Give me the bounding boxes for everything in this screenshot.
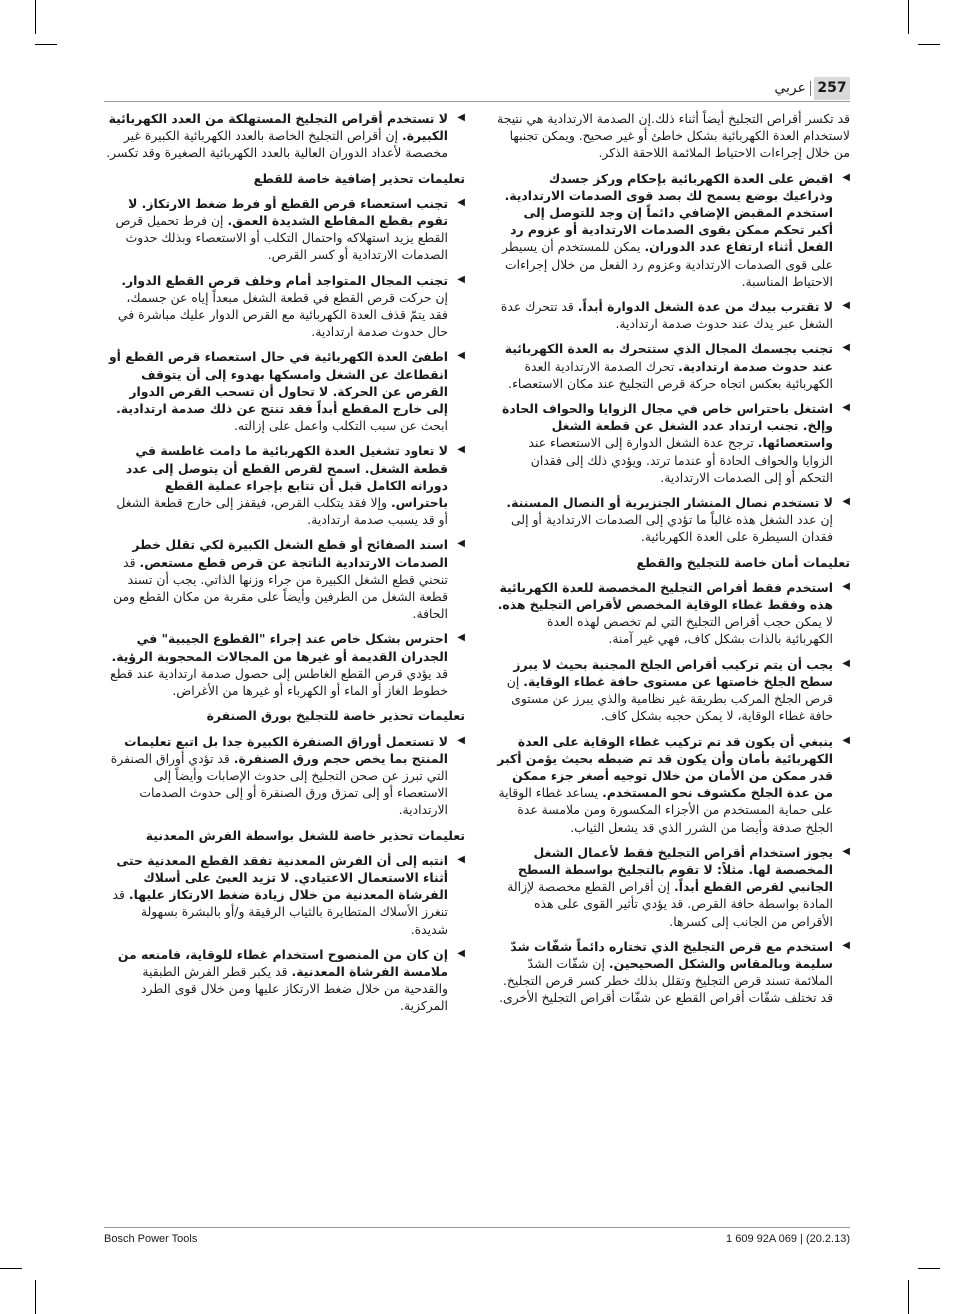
warning-item [496,844,850,930]
crop-mark [918,1268,940,1269]
warning-item [106,733,465,819]
warning-explanation: قد تنغرز الأسلاك المتطايرة بالثياب الرقيقة و/أو بالبشرة بسهولة شديدة. [112,887,448,937]
warning-bold-text: لا تستخدم أقراص التجليخ المستهلكة من العدد الكهربائية الكبيرة. [108,111,448,144]
warning-explanation: قد تنحني قطع الشغل الكبيرة من جراء وزنها الذاتي. يجب أن تسند قطعة الشغل من الطرفين وأيضاً على مقربة من مكان القطع ومن الحافة. [113,554,448,622]
header-separator [810,81,811,96]
warning-explanation: إن قرص الجلخ المركب بطريقة غير نظامية والذي يبرز عن مستوى حافة غطاء الوقاية، لا يمكن حجبه بشكل كاف. [506,673,833,724]
bullet-list [106,110,465,162]
section-heading: تعليمات تحذير خاصة للتجليخ بورق الصنفرة [206,708,465,724]
bullet-list [496,579,850,1007]
crop-mark [908,0,909,34]
triangle-bullet-icon: ◀ [842,580,850,592]
warning-item [106,195,465,264]
warning-explanation: إن حركت قرص القطع في قطعة الشغل مبعداً إياه عن جسمك، فقد يتمّ قذف العدة الكهربائية مع القرص الدوار عليك مباشرة في حال حدوث صدمة ارتدادية. [117,289,448,340]
warning-explanation: لا يمكن حجب أقراص التجليخ التي لم تخصص لهذه العدة الكهربائية بالذات بشكل كاف، فهي غير آمنة. [547,614,833,647]
warning-bold-text: إن كان من المنصوح استخدام غطاء للوقاية، فامنعه من ملامسة الفرشاة المعدنية. [117,946,448,979]
triangle-bullet-icon: ◀ [842,342,850,354]
warning-explanation: قد يكبر قطر الفرش الطبقية والقدحية من خلال ضغط الارتكاز عليها ومن خلال قوى الطرد المركزية. [141,963,448,1014]
warning-item [106,946,465,1015]
warning-explanation: وإلا فقد يتكلب القرص، فيقفز إلى خارج قطعة الشغل أو قد يسبب صدمة ارتدادية. [116,495,448,528]
warning-explanation: يساعد غطاء الوقاية على حماية المستخدم من الأجزاء المكسورة ومن ملامسة عدة الجلخ صدفة وأيضا من الشرر الذي قد يشعل الثياب. [498,785,833,835]
warning-bold-text: ينبغي أن يكون قد تم تركيب غطاء الوقاية على العدة الكهربائية بأمان وأن يكون قد تم ضبطه بحيث يؤمن أكبر قدر ممكن من الأمان من خلال توجيه أصغر جزء ممكن من عدة الجلخ مكشوف نحو المستخدم. [497,733,833,801]
warning-item [496,494,850,546]
warning-bold-text: لا تقترب بيدك من عدة الشغل الدوارة أبداً. [577,299,833,315]
warning-explanation: ابحث عن سبب التكلب واعمل على إزالته. [233,418,448,434]
warning-bold-text: تجنب استعصاء قرص القطع أو فرط ضغط الارتكاز. لا تقوم بقطع المقاطع الشديدة العمق. [128,195,448,229]
footer-brand: Bosch Power Tools [104,1233,198,1245]
warning-item [496,579,850,648]
triangle-bullet-icon: ◀ [842,734,850,746]
footer-doc-number: 1 609 92A 069 | (20.2.13) [726,1233,850,1245]
warning-item [106,348,465,434]
warning-explanation: يمكن للمستخدم أن يسيطر على قوى الصدمات الارتدادية وعزوم رد الفعل من خلال إجراءات الاحتياط المناسبة. [502,239,833,289]
warning-bold-text: لا تستخدم نصال المنشار الجنزيرية أو النصال المسننة. [506,495,833,511]
bullet-list [106,195,465,699]
triangle-bullet-icon: ◀ [457,632,465,644]
warning-item [106,536,465,622]
warning-explanation: إن أقراص التجليخ الخاصة بالعدد الكهربائية الكبيرة غير مخصصة لأعداد الدوران العالية بالعدد الكهربائية الصغيرة وقد تكسر. [106,128,448,161]
warning-item [496,340,850,392]
warning-bold-text: تجنب المجال المتواجد أمام وخلف قرص القطع الدوار. [121,272,448,288]
triangle-bullet-icon: ◀ [457,947,465,959]
warning-bold-text: اقبض على العدة الكهربائية بإحكام وركز جسدك وذراعيك بوضع يسمح لك بصد قوى الصدمات الارتدادية. استخدم المقبض الإضافي دائماً إن وجد للتوصل إلى أكبر تحكم ممكن بقوى الصدمات الارتدادية أو عزوم رد الفعل أثناء ارتفاع عدد الدوران. [504,170,833,255]
warning-bold-text: لا تعاود تشغيل العدة الكهربائية ما دامت غاطسة في قطعة الشغل. اسمح لقرص القطع أن يتوصل إلى عدد دورانه الكامل قبل أن تتابع بإجراء عملية القطع باحتراس. [125,443,448,511]
warning-bold-text: اسند الصفائح أو قطع الشغل الكبيرة لكي تقلل خطر الصدمات الارتدادية الناتجة عن قرص قطع مستعص. [132,537,448,570]
warning-item [496,400,850,486]
warning-item [106,852,465,938]
warning-bold-text: استخدم فقط أقراص التجليخ المخصصة للعدة الكهربائية هذه وفقط غطاء الوقاية المخصص لأقراص التجليخ هذه. [497,579,833,613]
warning-bold-text: احترس بشكل خاص عند إجراء "القطوع الجيبية" في الجدران القديمة أو غيرها من المجالات المحجوبة الرؤية. [111,631,448,664]
warning-bold-text: يجب أن يتم تركيب أقراص الجلخ المجنبة بحيث لا يبرز سطح الجلخ خاصتها عن مستوى حافة غطاء الوقاية. [513,656,833,689]
warning-explanation: إن شفّات الشدّ الملائمة تسند قرص التجليخ وتقلل بذلك خطر كسر قرص التجليخ. قد تختلف شفّات أقراص القطع عن شفّات أقراص التجليخ الأخرى. [499,955,833,1006]
crop-mark [35,0,36,34]
triangle-bullet-icon: ◀ [457,734,465,746]
intro-paragraph: قد تكسر أقراص التجليخ أيضاً أثناء ذلك.إن الصدمة الارتدادية هي نتيجة لاستخدام العدة الكهربائية بشكل خاطئ أو غير صحيح. ويمكن تجنبها من خلال إجراءات الاحتياط الملائمة اللاحقة الذكر. [497,111,850,161]
triangle-bullet-icon: ◀ [457,196,465,208]
crop-mark [35,1280,36,1314]
right-column [496,110,850,1015]
triangle-bullet-icon: ◀ [457,853,465,865]
warning-item [496,656,850,725]
warning-explanation: إن عدد الشغل هذه غالباً ما تؤدي إلى الصدمات الارتدادية أو إلى فقدان السيطرة على العدة الكهربائية. [510,512,833,545]
warning-explanation: إن أقراص القطع مخصصة لإزالة المادة بواسطة حافة القرص. قد يؤدي تأثير القوى على هذه الأقراص من الجانب إلى كسرها. [507,879,833,929]
triangle-bullet-icon: ◀ [457,350,465,362]
triangle-bullet-icon: ◀ [842,657,850,669]
warning-explanation: ترجح عدة الشغل الدوارة إلى الاستعصاء عند الزوايا والحواف الحادة أو عندما ترتد. ويؤدي ذلك إلى فقدان التحكم أو إلى الصدمات الارتدادية. [528,435,833,485]
triangle-bullet-icon: ◀ [457,112,465,123]
warning-bold-text: تجنب بجسمك المجال الذي ستتحرك به العدة الكهربائية عند حدوث صدمة ارتدادية. [504,341,833,374]
warning-item [496,938,850,1007]
bullet-list [106,852,465,1015]
crop-mark [35,44,57,45]
language-label: عربي [774,80,806,96]
warning-item [106,442,465,528]
warning-explanation: قد تؤدي أوراق الصنفرة التي تبرز عن صحن التجليخ إلى حدوث الإصابات وأيضاً إلى الاستعصاء أو إلى تمزق ورق الصنفرة أو إلى حدوث الصدمات الارتدادية. [110,750,448,818]
bullet-list [106,733,465,819]
warning-item [496,733,850,836]
warning-item [106,272,465,341]
warning-bold-text: يجوز استخدام أقراص التجليخ فقط لأعمال الشغل المخصصة لها. مثلاً: لا تقوم بالتجليخ بواسطة السطح الجانبي لقرص القطع أبداً. [517,844,833,895]
triangle-bullet-icon: ◀ [842,300,850,312]
triangle-bullet-icon: ◀ [842,402,850,414]
crop-mark [0,1268,22,1269]
crop-mark [918,44,940,45]
warning-item [106,630,465,699]
crop-mark [908,1280,909,1314]
warning-item [496,170,850,290]
page-footer [104,1227,850,1245]
page-number: 257 [814,77,850,100]
triangle-bullet-icon: ◀ [842,939,850,951]
warning-item [496,298,850,332]
triangle-bullet-icon: ◀ [842,496,850,508]
page-header [104,77,850,102]
bullet-list [496,170,850,546]
warning-bold-text: اشتغل باحتراس خاص في مجال الزوايا والحواف الحادة وإلخ. تجنب ارتداد عدد الشغل عن قطعة الشغل واستعصائها. [502,401,833,451]
triangle-bullet-icon: ◀ [457,538,465,550]
triangle-bullet-icon: ◀ [842,845,850,857]
section-heading: تعليمات تحذير خاصة للشغل بواسطة الفرش المعدنية [145,827,465,843]
triangle-bullet-icon: ◀ [457,273,465,285]
warning-bold-text: استخدم مع قرص التجليخ الذي تختاره دائماً شفّات شدّ سليمة وبالمقاس والشكل الصحيحين. [510,938,833,971]
warning-explanation: قد يؤدي قرص القطع الغاطس إلى حصول صدمة ارتدادية عند قطع خطوط الغاز أو الماء أو الكهرباء أو غيرها من الأغراض. [110,665,448,699]
warning-item [106,110,465,162]
warning-bold-text: انتبه إلى أن الفرش المعدنية تفقد القطع المعدنية حتى أثناء الاستعمال الاعتيادي. لا تزيد العبئ على أسلاك الفرشاة المعدنية من خلال زيادة ضغط الارتكاز عليها. [116,852,448,903]
warning-explanation: تحرك الصدمة الارتدادية العدة الكهربائية بعكس اتجاه حركة قرص التجليخ عند مكان الاستعصاء. [508,358,833,391]
triangle-bullet-icon: ◀ [842,171,850,183]
left-column [106,110,465,1023]
warning-explanation: قد تتحرك عدة الشغل عبر يدك عند حدوث صدمة ارتدادية. [500,299,833,332]
warning-explanation: إن فرط تحميل قرص القطع يزيد استهلاكه واحتمال التكلب أو الاستعصاء وبذلك حدوث الصدمات الارتدادية أو كسر القرص. [115,213,448,263]
triangle-bullet-icon: ◀ [457,444,465,456]
warning-bold-text: اطفئ العدة الكهربائية في حال استعصاء قرص القطع أو انقطاعك عن الشغل وامسكها بهدوء إلى أن يتوقف القرص عن الحركة. لا تحاول أن تسحب القرص الدوار إلى خارج المقطع أبداً فقد تنتج عن ذلك صدمة ارتدادية. [108,349,448,417]
section-heading: تعليمات أمان خاصة للتجليخ والقطع [636,554,850,570]
warning-bold-text: لا تستعمل أوراق الصنفرة الكبيرة جدا بل اتبع تعليمات المنتج بما يخص حجم ورق الصنفرة. [124,733,448,766]
section-heading: تعليمات تحذير إضافية خاصة للقطع [253,170,465,186]
